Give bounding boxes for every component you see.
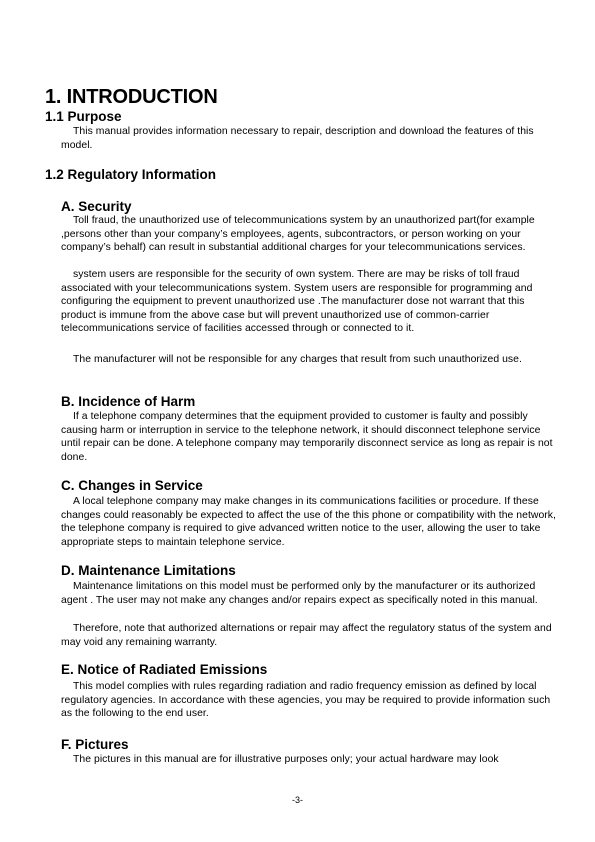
- pictures-heading: F. Pictures: [61, 737, 129, 752]
- maintenance-paragraph-1: Maintenance limitations on this model must be performed only by the manufacturer or its authorized agent . The user may not make any changes and/or repairs expect as specifically noted in this manual.: [61, 581, 538, 606]
- chapter-title: 1. INTRODUCTION: [45, 86, 218, 108]
- harm-paragraph: If a telephone company determines that the equipment provided to customer is faulty and possibly causing harm or interruption in service to the telephone network, it should disconnect telephone service until repair can be done. A telephone company may temporarily disconnect service as long as repair is not done.: [61, 411, 553, 463]
- maintenance-paragraph-2: Therefore, note that authorized alternations or repair may affect the regulatory status of the system and may void any remaining warranty.: [61, 623, 552, 648]
- purpose-heading: 1.1 Purpose: [45, 109, 122, 124]
- regulatory-heading: 1.2 Regulatory Information: [45, 167, 217, 182]
- maintenance-heading: D. Maintenance Limitations: [61, 563, 236, 578]
- security-paragraph-1: Toll fraud, the unauthorized use of telecommunications system by an unauthorized part(for example ,persons other than your company’s employees, agents, subcontractors, or person working on your company’s behalf) can result in substantial additional charges for your telecommunications services.: [61, 215, 535, 253]
- security-heading: A. Security: [61, 199, 132, 214]
- purpose-text: This manual provides information necessary to repair, description and download the features of this model.: [61, 126, 534, 151]
- security-paragraph-2: system users are responsible for the security of own system. There are may be risks of toll fraud associated with your telecommunications system. System users are responsible for programming and configuring the equipment to prevent unauthorized use .The manufacturer dose not warrant that this product is immune from the above case but will prevent unauthorized use of common-carrier telecommunications service of facilities accessed through or connected to it.: [61, 269, 533, 334]
- emissions-paragraph: This model complies with rules regarding radiation and radio frequency emission as defined by local regulatory agencies. In accordance with these agencies, you may be required to provide information such as the following to the end user.: [61, 681, 551, 719]
- changes-heading: C. Changes in Service: [61, 478, 203, 493]
- emissions-heading: E. Notice of Radiated Emissions: [61, 662, 268, 677]
- page-number: -3-: [292, 795, 303, 805]
- pictures-paragraph: The pictures in this manual are for illustrative purposes only; your actual hardware may look: [73, 754, 499, 765]
- changes-paragraph: A local telephone company may make changes in its communications facilities or procedure. If these changes could reasonably be expected to affect the use of the this phone or compatibility with the network, the telephone company is required to give advanced written notice to the user, allowing the user to take appropriate steps to maintain telephone service.: [61, 496, 556, 548]
- security-paragraph-3: The manufacturer will not be responsible for any charges that result from such unauthorized use.: [73, 354, 522, 365]
- harm-heading: B. Incidence of Harm: [61, 394, 196, 409]
